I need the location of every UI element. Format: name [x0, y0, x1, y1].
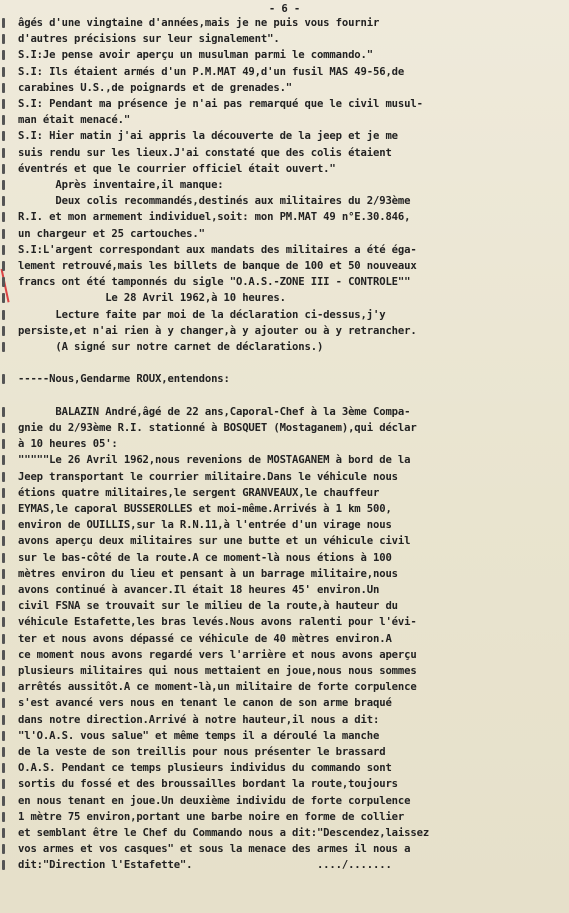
text-line: (A signé sur notre carnet de déclarations.)	[18, 341, 324, 353]
margin-mark	[2, 115, 5, 125]
text-line: """""Le 26 Avril 1962,nous revenions de MOSTAGANEM à bord de la	[18, 454, 411, 467]
margin-mark	[2, 715, 5, 725]
text-line: S.I: Pendant ma présence je n'ai pas remarqué que le civil musul-	[18, 98, 423, 110]
margin-mark	[2, 99, 5, 109]
margin-mark	[2, 812, 5, 822]
text-line: vos armes et vos casques" et sous la menace des armes il nous a	[18, 843, 411, 856]
margin-mark	[2, 326, 5, 336]
margin-mark	[2, 310, 5, 320]
text-line: s'est avancé vers nous en tenant le canon de son arme braqué	[18, 697, 392, 710]
margin-mark	[2, 779, 5, 789]
text-line: en nous tenant en joue.Un deuxième individu de forte corpulence	[18, 794, 411, 807]
margin-mark	[2, 488, 5, 498]
text-line: francs ont été tamponnés du sigle "O.A.S.-ZONE III - CONTROLE""	[18, 276, 411, 289]
margin-mark	[2, 342, 5, 352]
margin-mark	[2, 180, 5, 190]
margin-mark	[2, 860, 5, 870]
margin-mark	[2, 229, 5, 239]
text-line: âgés d'une vingtaine d'années,mais je ne puis vous fournir	[18, 17, 380, 29]
margin-mark	[2, 569, 5, 579]
text-line: ce moment nous avons regardé vers l'arrière et nous avons aperçu	[18, 648, 417, 661]
text-line: lement retrouvé,mais les billets de banque de 100 et 50 nouveaux	[18, 260, 417, 272]
text-line: mètres environ du lieu et pensant à un barrage militaire,nous	[18, 567, 398, 580]
text-line: Lecture faite par moi de la déclaration ci-dessus,j'y	[18, 308, 386, 321]
text-line: sortis du fossé et des broussailles bordant la route,toujours	[18, 778, 398, 791]
text-line: 1 mètre 75 environ,portant une barbe noire en forme de collier	[18, 810, 405, 823]
text-line: S.I:Je pense avoir aperçu un musulman parmi le commando."	[18, 49, 373, 62]
text-line: sur le bas-côté de la route.A ce moment-là nous étions à 100	[18, 551, 392, 564]
page-number: - 6 -	[268, 3, 301, 15]
margin-mark	[2, 277, 5, 287]
margin-mark	[2, 374, 5, 384]
text-line: S.I: Ils étaient armés d'un P.M.MAT 49,d'un fusil MAS 49-56,de	[18, 65, 405, 78]
text-line: gnie du 2/93ème R.I. stationné à BOSQUET (Mostaganem),qui déclar	[18, 422, 417, 434]
text-line: d'autres précisions sur leur signalement".	[18, 33, 280, 46]
text-line: "l'O.A.S. vous salue" et même temps il a déroulé la manche	[18, 729, 380, 742]
text-line: et semblant être le Chef du Commando nous a dit:"Descendez,laissez	[18, 827, 430, 839]
text-line: -----Nous,Gendarme ROUX,entendons:	[18, 373, 230, 386]
margin-mark	[2, 455, 5, 465]
text-line: étions quatre militaires,le sergent GRANVEAUX,le chauffeur	[18, 486, 380, 499]
margin-mark	[2, 245, 5, 255]
margin-mark	[2, 34, 5, 44]
margin-mark	[2, 50, 5, 60]
text-line: plusieurs militaires qui nous mettaient en joue,nous nous sommes	[18, 665, 417, 677]
margin-mark	[2, 585, 5, 595]
margin-mark	[2, 698, 5, 708]
text-line: Le 28 Avril 1962,à 10 heures.	[18, 292, 286, 305]
text-line: dans notre direction.Arrivé à notre hauteur,il nous a dit:	[18, 713, 380, 726]
margin-mark	[2, 67, 5, 77]
text-line: avons aperçu deux militaires sur une butte et un véhicule civil	[18, 535, 411, 548]
text-line: de la veste de son treillis pour nous présenter le brassard	[18, 746, 386, 758]
margin-mark	[2, 293, 5, 303]
text-line: Deux colis recommandés,destinés aux militaires du 2/93ème	[18, 195, 411, 208]
margin-mark	[2, 844, 5, 854]
margin-mark	[2, 601, 5, 611]
text-line: R.I. et mon armement individuel,soit: mon PM.MAT 49 n°E.30.846,	[18, 211, 411, 224]
text-line: Après inventaire,il manque:	[18, 179, 224, 191]
text-line: dit:"Direction l'Estafette". ..../.......	[18, 859, 392, 872]
text-line: éventrés et que le courrier officiel était ouvert."	[18, 162, 336, 175]
margin-mark	[2, 407, 5, 417]
text-line: S.I: Hier matin j'ai appris la découverte de la jeep et je me	[18, 130, 398, 143]
margin-mark	[2, 18, 5, 28]
margin-mark	[2, 763, 5, 773]
margin-mark	[2, 472, 5, 482]
text-line: man était menacé."	[18, 114, 131, 127]
margin-mark	[2, 553, 5, 563]
margin-mark	[2, 828, 5, 838]
text-line: EYMAS,le caporal BUSSEROLLES et moi-même.Arrivés à 1 km 500,	[18, 503, 392, 515]
text-line: arrêtés aussitôt.A ce moment-là,un militaire de forte corpulence	[18, 681, 417, 694]
margin-mark	[2, 164, 5, 174]
margin-mark	[2, 261, 5, 271]
margin-mark	[2, 423, 5, 433]
margin-mark	[2, 682, 5, 692]
text-line: BALAZIN André,âgé de 22 ans,Caporal-Chef à la 3ème Compa-	[18, 405, 411, 418]
text-line: à 10 heures 05':	[18, 438, 118, 451]
text-line: S.I:L'argent correspondant aux mandats des militaires a été éga-	[18, 243, 417, 256]
margin-mark	[2, 617, 5, 627]
text-line: persiste,et n'ai rien à y changer,à y ajouter ou à y retrancher.	[18, 324, 417, 337]
margin-mark	[2, 520, 5, 530]
text-line: un chargeur et 25 cartouches."	[18, 227, 205, 240]
text-line: Jeep transportant le courrier militaire.Dans le véhicule nous	[18, 470, 398, 483]
margin-mark	[2, 196, 5, 206]
text-line: véhicule Estafette,les bras levés.Nous avons ralenti pour l'évi-	[18, 616, 417, 629]
margin-mark	[2, 83, 5, 93]
margin-mark	[2, 504, 5, 514]
margin-mark	[2, 148, 5, 158]
margin-mark	[2, 747, 5, 757]
margin-mark	[2, 212, 5, 222]
margin-mark	[2, 536, 5, 546]
margin-mark	[2, 796, 5, 806]
margin-mark	[2, 634, 5, 644]
margin-mark	[2, 731, 5, 741]
margin-mark	[2, 439, 5, 449]
text-line: civil FSNA se trouvait sur le milieu de la route,à hauteur du	[18, 600, 398, 613]
text-line: avons continué à avancer.Il était 18 heures 45' environ.Un	[18, 584, 380, 596]
text-line: ter et nous avons dépassé ce véhicule de 40 mètres environ.A	[18, 632, 392, 645]
margin-mark	[2, 131, 5, 141]
margin-mark	[2, 650, 5, 660]
text-line: suis rendu sur les lieux.J'ai constaté que des colis étaient	[18, 146, 392, 159]
text-line: environ de OUILLIS,sur la R.N.11,à l'entrée d'un virage nous	[18, 519, 392, 532]
text-line: carabines U.S.,de poignards et de grenades."	[18, 81, 293, 94]
text-line: O.A.S. Pendant ce temps plusieurs individus du commando sont	[18, 762, 392, 775]
margin-mark	[2, 666, 5, 676]
